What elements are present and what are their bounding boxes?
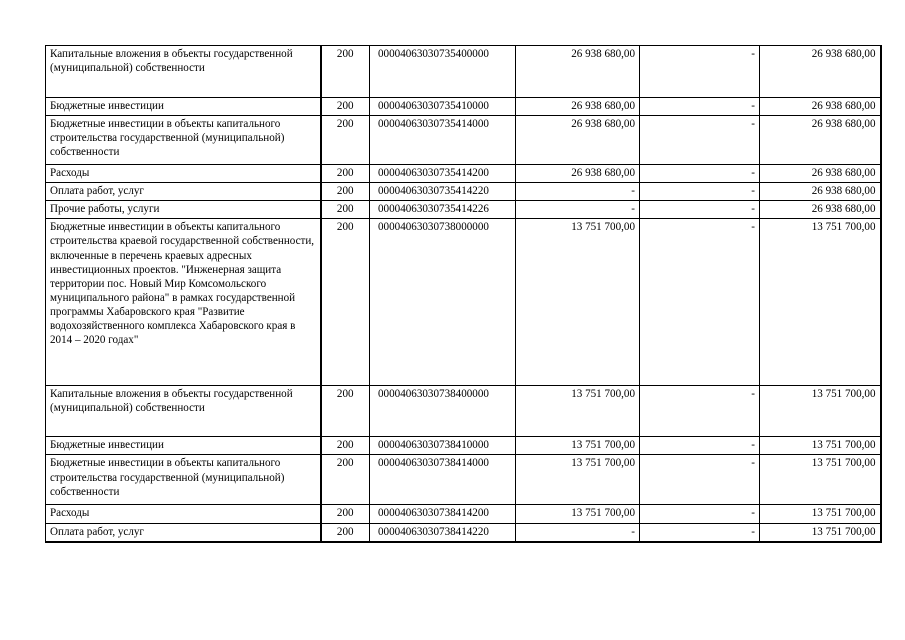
row-executed-cell: - — [640, 219, 760, 386]
row-code-cell: 200 — [321, 455, 370, 505]
row-executed-cell: - — [640, 46, 760, 98]
row-name-cell: Прочие работы, услуги — [46, 201, 321, 219]
table-row — [46, 523, 881, 542]
table-row — [46, 386, 881, 437]
row-executed-cell: - — [640, 165, 760, 183]
row-approved-cell: 26 938 680,00 — [516, 98, 640, 116]
row-unexecuted-cell: 13 751 700,00 — [760, 455, 881, 505]
row-code-cell: 200 — [321, 437, 370, 455]
row-approved-cell: 26 938 680,00 — [516, 165, 640, 183]
row-executed-cell: - — [640, 116, 760, 165]
row-name-cell: Оплата работ, услуг — [46, 523, 321, 542]
row-code-cell: 200 — [321, 165, 370, 183]
table-row — [46, 165, 881, 183]
row-code-cell: 200 — [321, 116, 370, 165]
table-row — [46, 219, 881, 386]
row-approved-cell: 26 938 680,00 — [516, 116, 640, 165]
row-kbk-cell: 00004063030738414200 — [370, 505, 516, 523]
row-unexecuted-cell: 13 751 700,00 — [760, 523, 881, 542]
row-approved-cell: 13 751 700,00 — [516, 437, 640, 455]
row-unexecuted-cell: 26 938 680,00 — [760, 165, 881, 183]
row-name-cell: Расходы — [46, 165, 321, 183]
table-row — [46, 183, 881, 201]
row-code-cell: 200 — [321, 46, 370, 98]
row-name-cell: Оплата работ, услуг — [46, 183, 321, 201]
row-executed-cell: - — [640, 505, 760, 523]
table-row — [46, 455, 881, 505]
table-body — [46, 46, 881, 542]
row-unexecuted-cell: 26 938 680,00 — [760, 98, 881, 116]
expenditure-table-sheet — [45, 45, 880, 543]
row-unexecuted-cell: 26 938 680,00 — [760, 46, 881, 98]
row-name-cell: Бюджетные инвестиции — [46, 98, 321, 116]
row-kbk-cell: 00004063030735414000 — [370, 116, 516, 165]
row-kbk-cell: 00004063030735414226 — [370, 201, 516, 219]
row-executed-cell: - — [640, 98, 760, 116]
expenditure-table — [45, 45, 882, 543]
row-approved-cell: - — [516, 523, 640, 542]
row-kbk-cell: 00004063030735400000 — [370, 46, 516, 98]
row-name-cell: Бюджетные инвестиции в объекты капитального строительства краевой государственной собственности, включенные в перечень краевых адресных инвестиционных проектов. "Инженерная защита территории пос. Новый Мир Комсомольского муниципального района" в рамках государственной программы Хабаровского края "Развитие водохозяйственного комплекса Хабаровского края в 2014 – 2020 годах" — [46, 219, 321, 386]
row-code-cell: 200 — [321, 201, 370, 219]
row-code-cell: 200 — [321, 183, 370, 201]
row-kbk-cell: 00004063030738400000 — [370, 386, 516, 437]
table-row — [46, 46, 881, 98]
row-approved-cell: - — [516, 183, 640, 201]
row-executed-cell: - — [640, 201, 760, 219]
row-unexecuted-cell: 26 938 680,00 — [760, 183, 881, 201]
row-code-cell: 200 — [321, 386, 370, 437]
row-executed-cell: - — [640, 386, 760, 437]
table-row — [46, 201, 881, 219]
row-executed-cell: - — [640, 455, 760, 505]
row-approved-cell: 13 751 700,00 — [516, 505, 640, 523]
row-kbk-cell: 00004063030738410000 — [370, 437, 516, 455]
row-approved-cell: 13 751 700,00 — [516, 455, 640, 505]
row-kbk-cell: 00004063030735414220 — [370, 183, 516, 201]
row-code-cell: 200 — [321, 219, 370, 386]
row-kbk-cell: 00004063030735414200 — [370, 165, 516, 183]
row-approved-cell: - — [516, 201, 640, 219]
row-kbk-cell: 00004063030738414220 — [370, 523, 516, 542]
row-name-cell: Капитальные вложения в объекты государственной (муниципальной) собственности — [46, 386, 321, 437]
row-executed-cell: - — [640, 183, 760, 201]
row-unexecuted-cell: 13 751 700,00 — [760, 219, 881, 386]
row-name-cell: Капитальные вложения в объекты государственной (муниципальной) собственности — [46, 46, 321, 98]
table-row — [46, 437, 881, 455]
row-name-cell: Бюджетные инвестиции в объекты капитального строительства государственной (муниципальной) собственности — [46, 455, 321, 505]
table-row — [46, 116, 881, 165]
row-unexecuted-cell: 13 751 700,00 — [760, 386, 881, 437]
row-unexecuted-cell: 13 751 700,00 — [760, 437, 881, 455]
row-executed-cell: - — [640, 437, 760, 455]
row-code-cell: 200 — [321, 505, 370, 523]
row-code-cell: 200 — [321, 98, 370, 116]
row-unexecuted-cell: 13 751 700,00 — [760, 505, 881, 523]
row-kbk-cell: 00004063030738000000 — [370, 219, 516, 386]
row-name-cell: Расходы — [46, 505, 321, 523]
row-unexecuted-cell: 26 938 680,00 — [760, 116, 881, 165]
table-row — [46, 505, 881, 523]
row-kbk-cell: 00004063030735410000 — [370, 98, 516, 116]
row-name-cell: Бюджетные инвестиции — [46, 437, 321, 455]
row-kbk-cell: 00004063030738414000 — [370, 455, 516, 505]
row-executed-cell: - — [640, 523, 760, 542]
row-unexecuted-cell: 26 938 680,00 — [760, 201, 881, 219]
row-code-cell: 200 — [321, 523, 370, 542]
row-name-cell: Бюджетные инвестиции в объекты капитального строительства государственной (муниципальной) собственности — [46, 116, 321, 165]
row-approved-cell: 26 938 680,00 — [516, 46, 640, 98]
table-row — [46, 98, 881, 116]
row-approved-cell: 13 751 700,00 — [516, 219, 640, 386]
row-approved-cell: 13 751 700,00 — [516, 386, 640, 437]
